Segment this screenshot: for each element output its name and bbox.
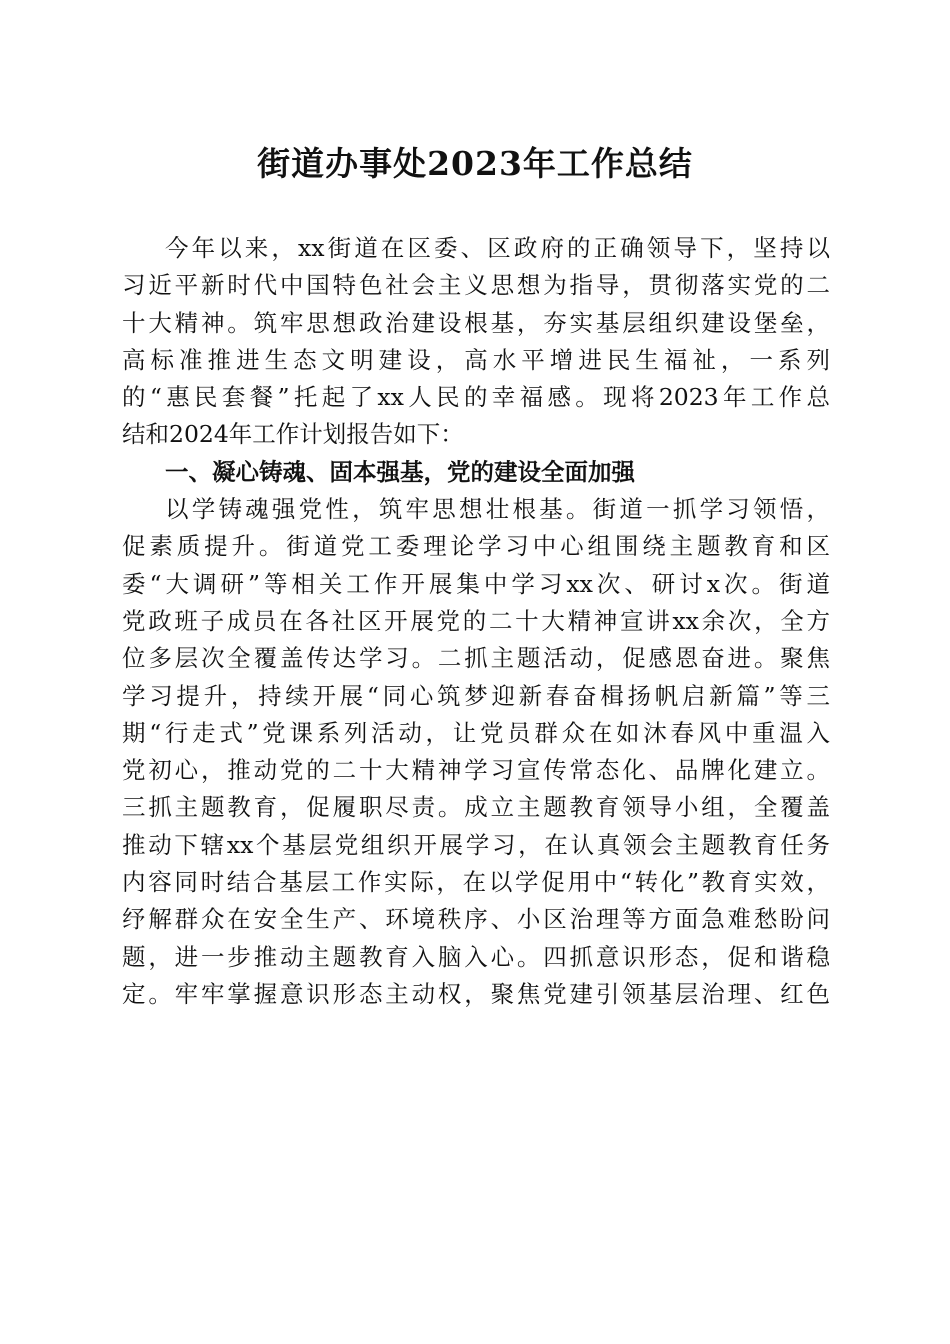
paragraph-line: 委“大调研”等相关工作开展集中学习xx次、研讨x次。街道 [122,569,830,598]
paragraph-line: 今年以来，xx街道在区委、区政府的正确领导下，坚持以 [165,234,830,262]
paragraph-line: 题，进一步推动主题教育入脑入心。四抓意识形态，促和谐稳 [122,942,830,971]
paragraph-line: 三抓主题教育，促履职尽责。成立主题教育领导小组，全覆盖 [122,793,830,822]
paragraph-line: 的“惠民套餐”托起了xx人民的幸福感。现将2023年工作总 [122,383,830,412]
paragraph-line: 党初心，推动党的二十大精神学习宣传常态化、品牌化建立。 [122,756,830,785]
paragraph-line: 期“行走式”党课系列活动，让党员群众在如沐春风中重温入 [122,718,830,747]
paragraph-line: 内容同时结合基层工作实际，在以学促用中“转化”教育实效， [122,868,830,897]
paragraph-line: 定。牢牢掌握意识形态主动权，聚焦党建引领基层治理、红色 [122,979,830,1008]
paragraph-line: 高标准推进生态文明建设，高水平增进民生福祉，一系列 [122,345,830,374]
paragraph-line: 十大精神。筑牢思想政治建设根基，夯实基层组织建设堡垒， [122,308,830,337]
paragraph-line: 位多层次全覆盖传达学习。二抓主题活动，促感恩奋进。聚焦 [122,644,830,673]
paragraph-line: 党政班子成员在各社区开展党的二十大精神宣讲xx余次，全方 [122,606,830,635]
paragraph-line: 习近平新时代中国特色社会主义思想为指导，贯彻落实党的二 [122,271,830,300]
document-body [122,230,830,1013]
paragraph-line: 纾解群众在安全生产、环境秩序、小区治理等方面急难愁盼问 [122,905,830,934]
paragraph-line: 推动下辖xx个基层党组织开展学习，在认真领会主题教育任务 [122,830,830,859]
paragraph-line: 结和2024年工作计划报告如下： [122,420,464,449]
document-title: 街道办事处2023年工作总结 [257,144,693,183]
paragraph-line: 以学铸魂强党性，筑牢思想壮根基。街道一抓学习领悟， [165,495,830,524]
paragraph-line: 促素质提升。街道党工委理论学习中心组围绕主题教育和区 [122,532,830,561]
section-heading: 一、凝心铸魂、固本强基，党的建设全面加强 [165,457,635,486]
paragraph-line: 学习提升，持续开展“同心筑梦迎新春奋楫扬帆启新篇”等三 [122,681,830,710]
